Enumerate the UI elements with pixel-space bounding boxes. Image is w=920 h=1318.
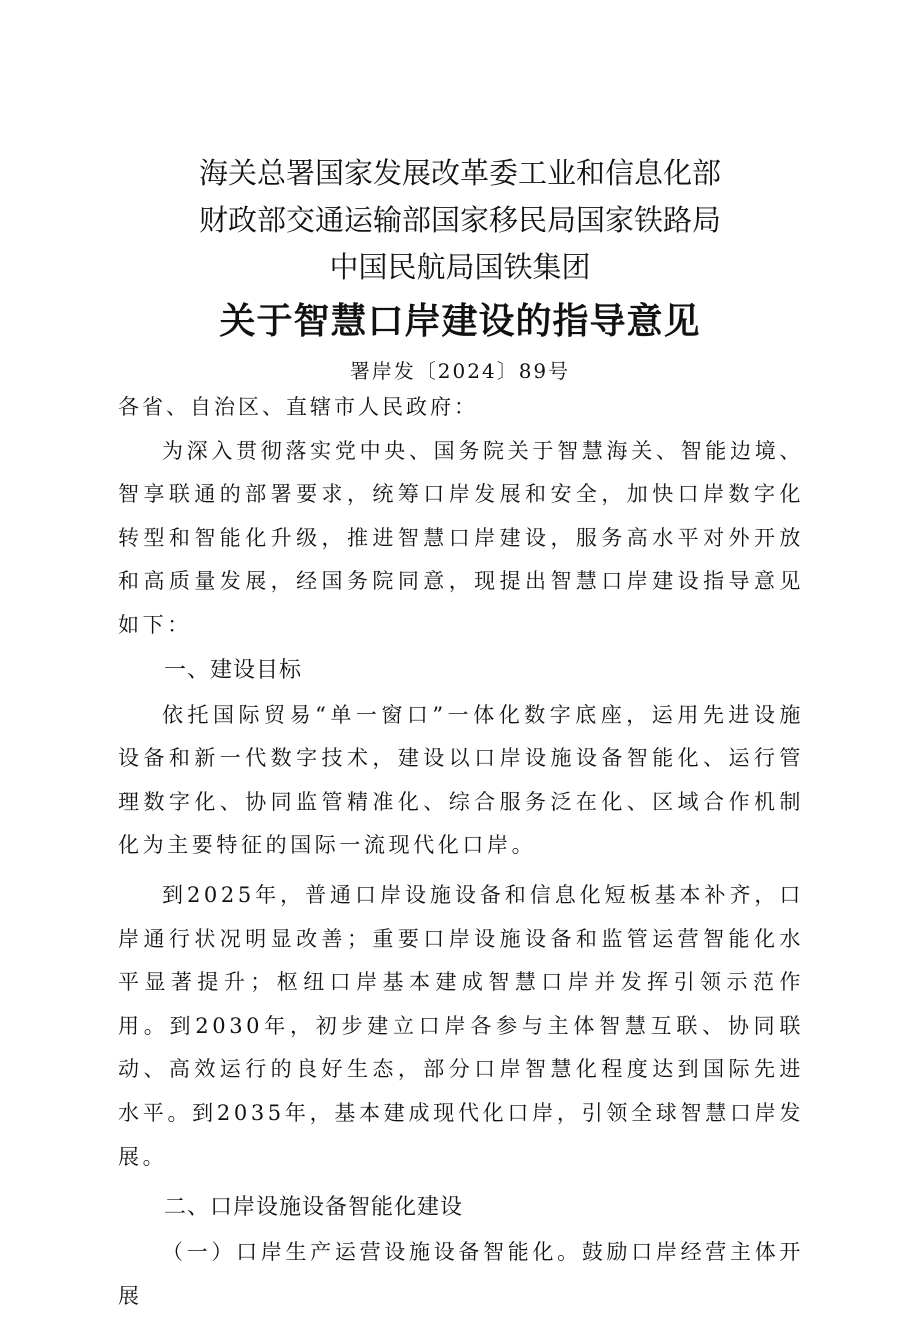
section-heading-2: 二、口岸设施设备智能化建设: [164, 1195, 464, 1221]
document-body: [118, 386, 804, 1318]
section1-paragraph-2: 到2025年，普通口岸设施设备和信息化短板基本补齐，口岸通行状况明显改善；重要口岸设施设备和监管运营智能化水平显著提升；枢纽口岸基本建成智慧口岸并发挥引领示范作用。到2030年，初步建立口岸各参与主体智慧互联、协同联动、高效运行的良好生态，部分口岸智慧化程度达到国际先进水平。到2035年，基本建成现代化口岸，引领全球智慧口岸发展。: [118, 882, 804, 1169]
document-title: 关于智慧口岸建设的指导意见: [219, 301, 701, 342]
salutation: 各省、自治区、直辖市人民政府：: [118, 395, 478, 419]
section1-paragraph-1: 依托国际贸易“单一窗口”一体化数字底座，运用先进设施设备和新一代数字技术，建设以口岸设施设备智能化、运行管理数字化、协同监管精准化、综合服务泛在化、区域合作机制化为主要特征的国际一流现代化口岸。: [118, 702, 804, 858]
document-number: 署岸发〔2024〕89号: [349, 359, 571, 383]
issuer-line-1: 海关总署国家发展改革委工业和信息化部: [198, 156, 721, 190]
section-heading-1: 一、建设目标: [164, 657, 303, 683]
issuer-line-3: 中国民航局国铁集团: [329, 250, 591, 284]
issuer-line-2: 财政部交通运输部国家移民局国家铁路局: [198, 203, 721, 237]
intro-paragraph: 为深入贯彻落实党中央、国务院关于智慧海关、智能边境、智享联通的部署要求，统筹口岸发展和安全，加快口岸数字化转型和智能化升级，推进智慧口岸建设，服务高水平对外开放和高质量发展，经国务院同意，现提出智慧口岸建设指导意见如下：: [118, 438, 804, 637]
document-header: [0, 150, 920, 391]
section2-paragraph-1: （一）口岸生产运营设施设备智能化。鼓励口岸经营主体开展: [118, 1240, 804, 1308]
